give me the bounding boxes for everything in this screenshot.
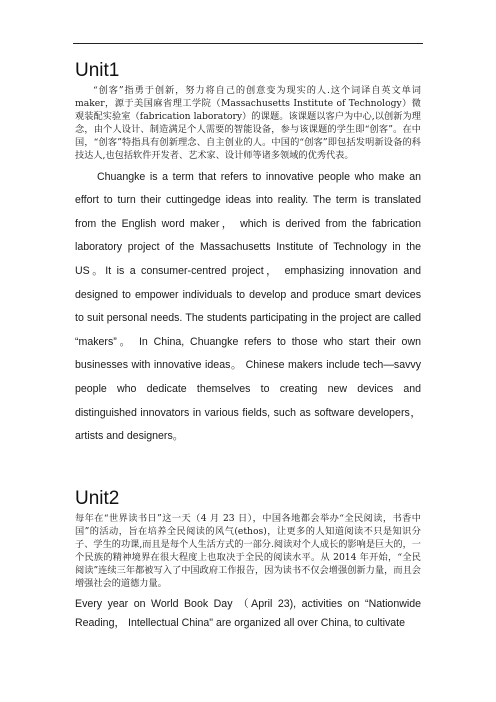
header-rule <box>73 43 423 44</box>
unit1-chinese-paragraph: “创客”指勇于创新，努力将自己的创意变为现实的人.这个词译自英文单词maker，源于美国麻省理工学院（Massachusetts Institute of Technology）微观装配实验室（fabrication laboratory）的课题。该课题以客户为中心,以创新为理念，由个人设计、制造满足个人需要的智能设备，参与该课题的学生即“创客”。在中国，“创客”特指具有创新理念、自主创业的人。中国的“创客”即包括发明新设备的科技达人,也包括软件开发者、艺术家、设计师等诸多领域的优秀代表。 <box>75 85 421 162</box>
unit2-section <box>75 488 421 634</box>
unit1-english-paragraph: Chuangke is a term that refers to innovative people who make an effort to turn their cuttingedge ideas into reality. The term is translated from the English word maker， which is derived from the fabrication laboratory project of the Massachusetts Institute of Technology in the US。It is a consumer-centred project， emphasizing innovation and designed to empower individuals to develop and produce smart devices to suit personal needs. The students participating in the project are called “makers”。 In China, Chuangke refers to those who start their own businesses with innovative ideas。 Chinese makers include tech—savvy people who dedicate themselves to creating new devices and distinguished innovators in various fields, such as software developers，artists and designers。 <box>75 170 421 443</box>
unit1-section <box>75 60 421 449</box>
unit2-english-paragraph: Every year on World Book Day （April 23), activities on “Nationwide Reading， Intellectual China" are organized all over China, to cultivate <box>75 597 421 630</box>
unit2-title: Unit2 <box>75 488 120 509</box>
unit1-title: Unit1 <box>75 60 120 81</box>
unit2-chinese-paragraph: 每年在“世界读书日”这一天（4 月 23 日），中国各地都会举办“全民阅读，书香中国”的活动，旨在培养全民阅读的风气(ethos)，让更多的人知道阅读不只是知识分子、学生的功课,而且是每个人生活方式的一部分.阅读对个人成长的影响是巨大的，一个民族的精神境界在很大程度上也取决于全民的阅读水平。从 2014 年开始，“全民阅读”连续三年都被写入了中国政府工作报告，因为读书不仅会增强创新力量，而且会增强社会的道德力量。 <box>75 513 421 590</box>
